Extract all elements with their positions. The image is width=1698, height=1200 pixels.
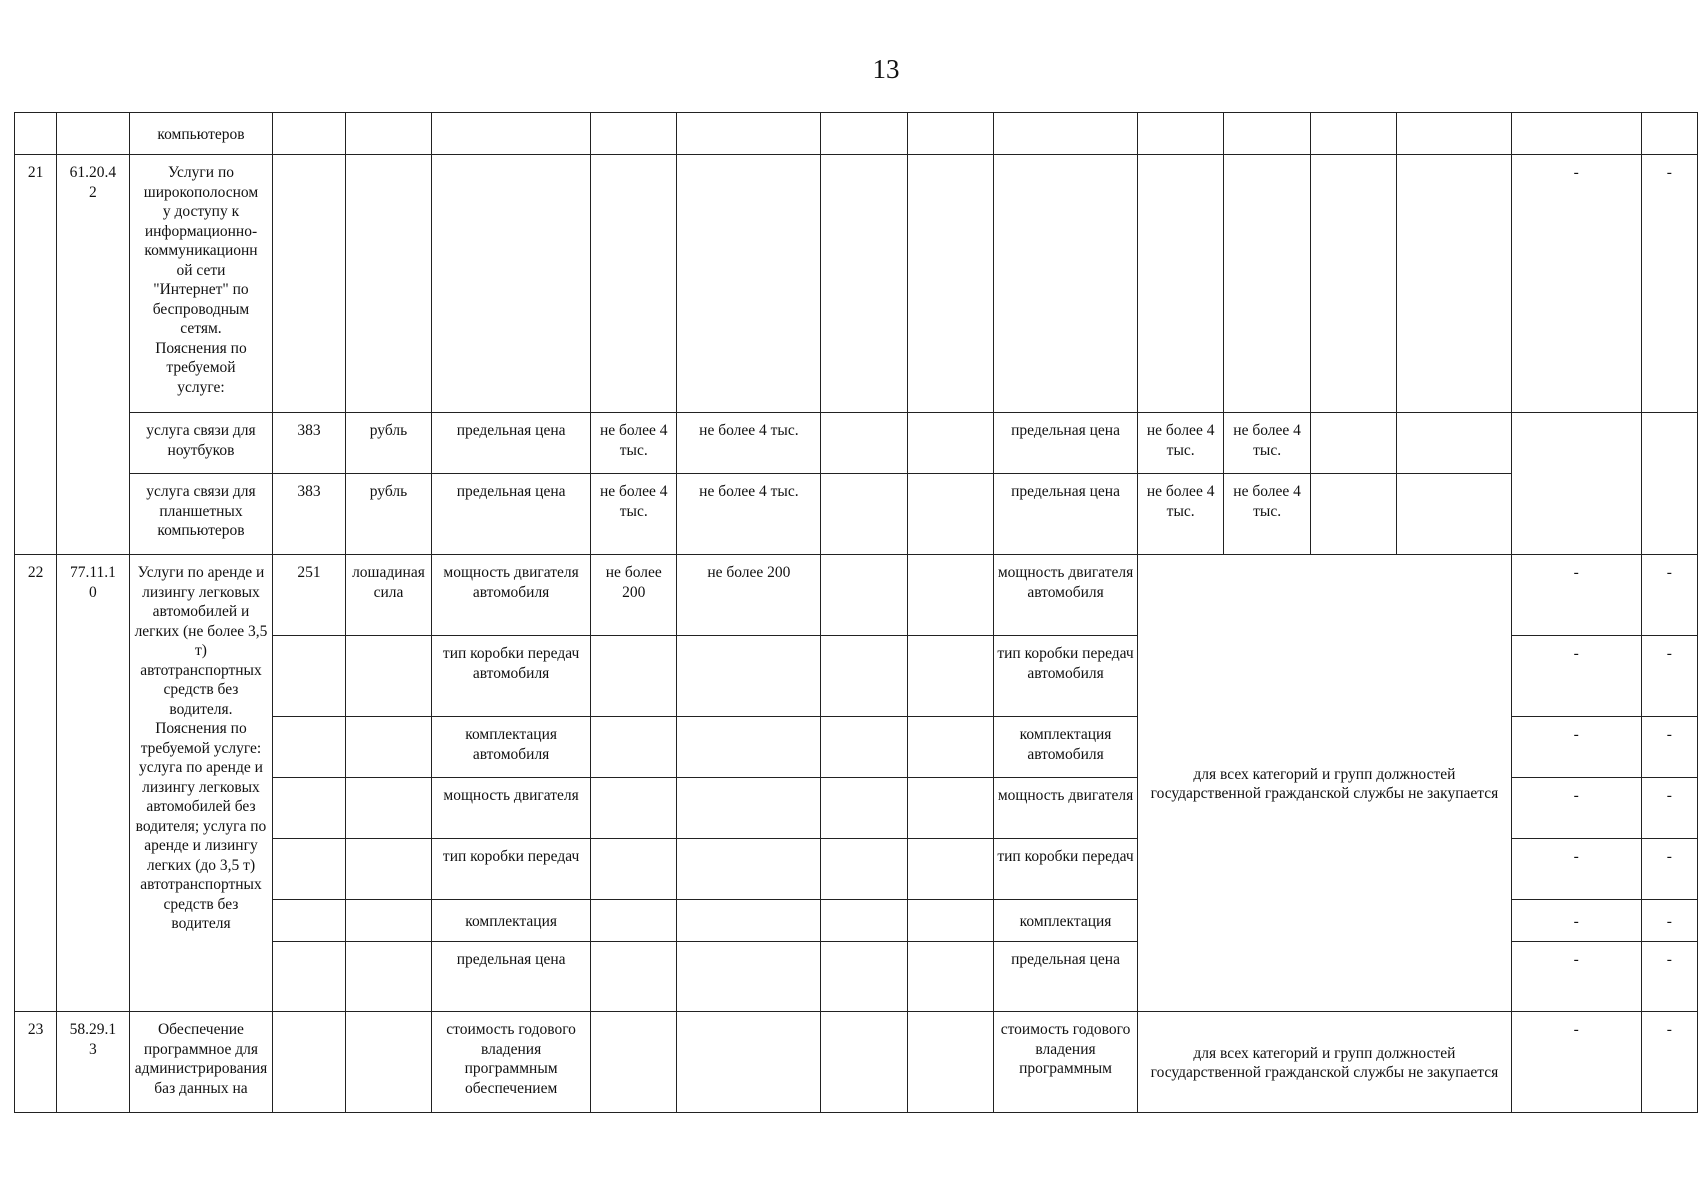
item-name-cell: компьютеров bbox=[129, 113, 273, 155]
item-name-line: ой сети bbox=[176, 261, 226, 279]
table-row bbox=[15, 1012, 1698, 1113]
item-name-cell bbox=[129, 155, 273, 413]
item-name-line: широкополосном bbox=[143, 183, 259, 201]
item-name-cell: Услуги по аренде и лизингу легковых автомобилей и легких (не более 3,5 т) автотранспортных средств без водителя. Пояснения по требуемой услуге: услуга по аренде и лизингу легковых автомобилей без водителя; услуга по аренде и лизингу легких (до 3,5 т) автотранспортных средств без водителя bbox=[129, 555, 273, 1012]
dash-mark: - bbox=[1511, 155, 1641, 413]
characteristic: предельная цена bbox=[432, 942, 591, 1012]
item-name-line: информационно- bbox=[144, 222, 258, 240]
dash-mark: - bbox=[1511, 839, 1641, 900]
item-name-line: Услуги по bbox=[167, 164, 234, 181]
sub-item-name: услуга связи для ноутбуков bbox=[129, 413, 273, 474]
row-number: 22 bbox=[15, 555, 57, 1012]
dash-mark: - bbox=[1511, 636, 1641, 717]
item-name-line: сетям. bbox=[180, 320, 222, 337]
item-name-line: услуге: bbox=[177, 378, 225, 396]
characteristic: комплектация автомобиля bbox=[432, 717, 591, 778]
characteristic-value: не более 4 тыс. bbox=[1224, 413, 1310, 474]
dash-mark: - bbox=[1511, 900, 1641, 942]
dash-mark: - bbox=[1641, 555, 1697, 636]
item-name-cell: Обеспечение программное для администрирования баз данных на bbox=[129, 1012, 273, 1113]
characteristic: предельная цена bbox=[994, 942, 1138, 1012]
dash-mark: - bbox=[1641, 1012, 1697, 1113]
characteristic: тип коробки передач автомобиля bbox=[994, 636, 1138, 717]
item-name-line: "Интернет" по bbox=[153, 281, 249, 298]
table-row bbox=[15, 474, 1698, 555]
not-purchased-note: для всех категорий и групп должностей государственной гражданской службы не закупается bbox=[1137, 1012, 1511, 1113]
dash-mark: - bbox=[1511, 942, 1641, 1012]
characteristic: стоимость годового владения программным bbox=[994, 1012, 1138, 1113]
characteristic: предельная цена bbox=[432, 413, 591, 474]
characteristic: тип коробки передач bbox=[432, 839, 591, 900]
characteristic-value-approved: не более 4 тыс. bbox=[677, 413, 821, 474]
okei-code: 383 bbox=[273, 413, 345, 474]
item-name-line: Пояснения по bbox=[155, 339, 247, 357]
characteristic-value-approved: не более 4 тыс. bbox=[677, 474, 821, 555]
item-name-line: требуемой bbox=[166, 359, 236, 376]
dash-mark: - bbox=[1511, 778, 1641, 839]
item-name-line: беспроводным bbox=[152, 300, 250, 318]
characteristic-value-approved: не более 200 bbox=[677, 555, 821, 636]
row-number: 21 bbox=[15, 155, 57, 555]
unit-name: рубль bbox=[345, 413, 431, 474]
okpd-code: 58.29.1 3 bbox=[57, 1012, 129, 1113]
dash-mark: - bbox=[1641, 900, 1697, 942]
table-row bbox=[15, 113, 1698, 155]
dash-mark: - bbox=[1511, 555, 1641, 636]
table-row bbox=[15, 413, 1698, 474]
okpd-code: 77.11.1 0 bbox=[57, 555, 129, 1012]
characteristic: комплектация bbox=[994, 900, 1138, 942]
dash-mark: - bbox=[1641, 636, 1697, 717]
sub-item-name: услуга связи для планшетных компьютеров bbox=[129, 474, 273, 555]
dash-mark: - bbox=[1641, 839, 1697, 900]
unit-name: лошадиная сила bbox=[345, 555, 431, 636]
okei-code: 251 bbox=[273, 555, 345, 636]
characteristic: мощность двигателя bbox=[994, 778, 1138, 839]
characteristic-value: не более 4 тыс. bbox=[591, 413, 677, 474]
dash-mark: - bbox=[1641, 942, 1697, 1012]
item-name-line: у доступу к bbox=[162, 203, 240, 220]
item-name-line: коммуникационн bbox=[144, 242, 258, 259]
characteristic: предельная цена bbox=[994, 474, 1138, 555]
okpd-code: 61.20.4 2 bbox=[57, 155, 129, 555]
requirements-table-container bbox=[14, 112, 1698, 1113]
characteristic: тип коробки передач автомобиля bbox=[432, 636, 591, 717]
dash-mark: - bbox=[1641, 717, 1697, 778]
row-number: 23 bbox=[15, 1012, 57, 1113]
unit-name: рубль bbox=[345, 474, 431, 555]
characteristic-value: не более 4 тыс. bbox=[1137, 413, 1223, 474]
characteristic: комплектация bbox=[432, 900, 591, 942]
characteristic: тип коробки передач bbox=[994, 839, 1138, 900]
characteristic: мощность двигателя автомобиля bbox=[994, 555, 1138, 636]
characteristic: комплектация автомобиля bbox=[994, 717, 1138, 778]
dash-mark: - bbox=[1511, 1012, 1641, 1113]
table-row bbox=[15, 155, 1698, 413]
characteristic: мощность двигателя bbox=[432, 778, 591, 839]
characteristic: предельная цена bbox=[432, 474, 591, 555]
requirements-table bbox=[14, 112, 1698, 1113]
characteristic: мощность двигателя автомобиля bbox=[432, 555, 591, 636]
dash-mark: - bbox=[1641, 778, 1697, 839]
characteristic-value: не более 4 тыс. bbox=[1137, 474, 1223, 555]
characteristic-value: не более 4 тыс. bbox=[591, 474, 677, 555]
dash-mark: - bbox=[1641, 155, 1697, 413]
not-purchased-note: для всех категорий и групп должностей государственной гражданской службы не закупается bbox=[1137, 555, 1511, 1012]
table-row bbox=[15, 555, 1698, 636]
characteristic-value: не более 4 тыс. bbox=[1224, 474, 1310, 555]
page-number: 13 bbox=[872, 54, 900, 84]
okei-code: 383 bbox=[273, 474, 345, 555]
dash-mark: - bbox=[1511, 717, 1641, 778]
characteristic: стоимость годового владения программным обеспечением bbox=[432, 1012, 591, 1113]
characteristic: предельная цена bbox=[994, 413, 1138, 474]
characteristic-value: не более 200 bbox=[591, 555, 677, 636]
